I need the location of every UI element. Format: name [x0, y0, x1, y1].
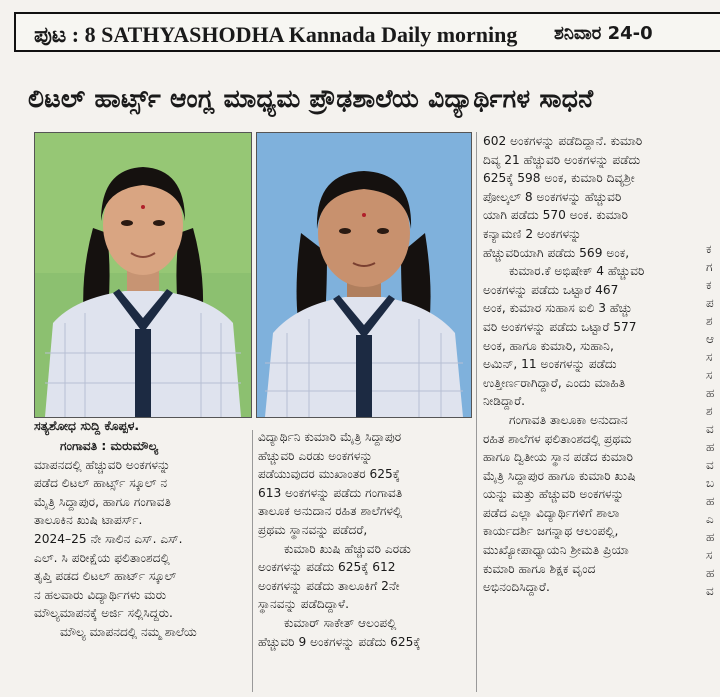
edge-glyph: ಕ [706, 242, 712, 256]
edge-glyph: ಸ [706, 548, 713, 562]
column-line: 613 ಅಂಕಗಳನ್ನು ಪಡೆದು ಗಂಗಾವತಿ [258, 485, 403, 500]
column-line: ಕಾರ್ಯದರ್ಶಿ ಜಗನ್ನಾಥ ಆಲಂಪಲ್ಲಿ, [483, 524, 619, 539]
article-column-3 [483, 132, 644, 597]
column-line: ನ ಹಲವಾರು ವಿದ್ಯಾರ್ಥಿಗಳು ಮರು [34, 587, 167, 602]
edge-glyph: ಪ [706, 296, 714, 310]
edge-glyph: ಎ [706, 512, 714, 526]
column-line: ಪಡೆಯುವುದರ ಮುಖಾಂತರ 625ಕ್ಕೆ [258, 467, 400, 482]
column-line: 602 ಅಂಕಗಳನ್ನು ಪಡೆದಿದ್ದಾನೆ. ಕುಮಾರಿ [483, 134, 643, 148]
column-line: ಗಂಗಾವತಿ : ಮರುಮೌಲ್ಯ [60, 439, 159, 453]
edge-glyph: ಹ [706, 566, 715, 580]
column-divider [252, 430, 253, 692]
column-line: ಹೆಚ್ಚುವರಿ ಎರಡು ಅಂಕಗಳನ್ನು [258, 448, 373, 463]
column-divider [476, 132, 477, 692]
edge-glyph: ಹ [706, 530, 715, 544]
article-column-1 [34, 437, 197, 642]
column-line: ಹೆಚ್ಚುವರಿ 9 ಅಂಕಗಳನ್ನು ಪಡೆದು 625ಕ್ಕೆ [258, 634, 421, 649]
edge-glyph: ಸ [706, 368, 713, 382]
column-line: ವರಿ ಅಂಕಗಳನ್ನು ಪಡೆದು ಒಟ್ಟಾರೆ 577 [483, 319, 637, 334]
edge-glyph: ಬ [706, 476, 715, 490]
column-line: ದಿವ್ಯ 21 ಹೆಚ್ಚುವರಿ ಅಂಕಗಳನ್ನು ಪಡೆದು [483, 152, 641, 167]
column-line: ತಾಲೂಕ ಅನುದಾನ ರಹಿತ ಶಾಲೆಗಳಲ್ಲಿ [258, 504, 403, 519]
paper-name: SATHYASHODHA Kannada Daily morning [101, 22, 518, 47]
column-line: ಕುಮಾರಿ ಖುಷಿ ಹೆಚ್ಚುವರಿ ಎರಡು [284, 541, 411, 556]
edge-glyph: ವ [706, 458, 714, 472]
column-line: ಪೋಲ್ಕಲ್ 8 ಅಂಕಗಳನ್ನು ಹೆಚ್ಚುವರಿ [483, 189, 622, 204]
edge-glyph: ಸ [706, 350, 713, 364]
column-line: ಕನ್ಯಾಮಣಿ 2 ಅಂಕಗಳನ್ನು [483, 226, 582, 241]
column-line: ಪ್ರಥಮ ಸ್ಥಾನವನ್ನು ಪಡೆದರೆ, [258, 522, 368, 537]
column-line: ಉತ್ತೀರ್ಣರಾಗಿದ್ದಾರೆ, ಎಂದು ಮಾಹಿತಿ [483, 375, 626, 390]
column-line: ರಹಿತ ಶಾಲೆಗಳ ಫಲಿತಾಂಶದಲ್ಲಿ ಪ್ರಥಮ [483, 431, 632, 446]
column-line: 2024–25 ನೇ ಸಾಲಿನ ಎಸ್. ಎಸ್. [34, 531, 183, 546]
edge-glyph: ವ [706, 422, 714, 436]
column-line: ಮುಖ್ಯೋಪಾಧ್ಯಾಯನಿ ಶ್ರೀಮತಿ ಪ್ರಿಯಾ [483, 543, 629, 558]
column-line: ಅಂಕ, ಹಾಗೂ ಕುಮಾರಿ, ಸುಹಾನಿ, [483, 338, 614, 353]
article-headline: ಲಿಟಲ್ ಹಾರ್ಟ್ಸ್ ಆಂಗ್ಲ ಮಾಧ್ಯಮ ಪ್ರೌಢಶಾಲೆಯ ವಿದ್ಯಾರ್ಥಿಗಳ ಸಾಧನೆ [28, 84, 594, 113]
edge-glyph: ಹ [706, 494, 715, 508]
student-photo-right [256, 132, 472, 418]
column-line: 625ಕ್ಕೆ 598 ಅಂಕ, ಕುಮಾರಿ ದಿವ್ಯಶ್ರೀ [483, 171, 635, 186]
column-line: ಯಾಗಿ ಪಡೆದು 570 ಅಂಕ. ಕುಮಾರಿ [483, 208, 629, 223]
column-line: ಕುಮಾರಿ ಹಾಗೂ ಶಿಕ್ಷಕ ವೃಂದ [483, 561, 596, 576]
column-line: ಮೈತ್ರಿ ಸಿದ್ದಾಪುರ, ಹಾಗೂ ಗಂಗಾವತಿ [34, 494, 172, 509]
column-line: ಕುಮಾರ.ಕೆ ಅಭಿಷೇಕ್ 4 ಹೆಚ್ಚುವರಿ [509, 264, 645, 279]
edge-glyph: ವ [706, 584, 714, 598]
column-line: ಕುಮಾರ್ ಸಾಕೇತ್ ಆಲಂಪಲ್ಲಿ [284, 615, 397, 630]
column-line: ಹಾಗೂ ದ್ವಿತೀಯ ಸ್ಥಾನ ಪಡೆದ ಕುಮಾರಿ [483, 450, 634, 465]
edge-glyph: ಹ [706, 440, 715, 454]
column-line: ಅಭಿನಂದಿಸಿದ್ದಾರೆ. [483, 580, 550, 595]
column-line: ನೀಡಿದ್ದಾರೆ. [483, 394, 526, 409]
column-line: ಸ್ಥಾನವನ್ನು ಪಡೆದಿದ್ದಾಳೆ. [258, 597, 349, 612]
column-line: ಪಡೆದ ಎಲ್ಲಾ ವಿದ್ಯಾರ್ಥಿಗಳಿಗೆ ಶಾಲಾ [483, 505, 620, 520]
column-line: ಮಾಪನದಲ್ಲಿ ಹೆಚ್ಚುವರಿ ಅಂಕಗಳನ್ನು [34, 457, 171, 472]
article-column-2 [258, 428, 420, 651]
header-page-and-paper [34, 22, 517, 48]
column-line: ತಾಲೂಕಿನ ಖುಷಿ ಟಾಪರ್ಸ್. [34, 513, 143, 528]
column-line: ಅಂಕಗಳನ್ನು ಪಡೆದು ಒಟ್ಟಾರೆ 467 [483, 282, 619, 297]
column-line: ಮೌಲ್ಯ ಮಾಪನದಲ್ಲಿ ನಮ್ಮ ಶಾಲೆಯ [60, 624, 197, 639]
column-line: ಯನ್ನು ಮತ್ತು ಹೆಚ್ಚುವರಿ ಅಂಕಗಳನ್ನು [483, 487, 624, 502]
column-line: ಎಲ್. ಸಿ ಪರೀಕ್ಷೆಯ ಫಲಿತಾಂಶದಲ್ಲಿ [34, 550, 170, 565]
edge-glyph: ಹ [706, 386, 715, 400]
student-photo-left [34, 132, 252, 418]
column-line: ಮೌಲ್ಯಮಾಪನಕ್ಕೆ ಅರ್ಜಿ ಸಲ್ಲಿಸಿದ್ದರು. [34, 606, 173, 621]
column-line: ತೃಪ್ತಿ ಪಡದ ಲಿಟಲ್ ಹಾರ್ಟ್ ಸ್ಕೂಲ್ [34, 569, 177, 584]
adjacent-article-fragment [706, 240, 720, 600]
edge-glyph: ಕ [706, 278, 712, 292]
column-line: ಅಂಕಗಳನ್ನು ಪಡೆದು 625ಕ್ಕೆ 612 [258, 560, 396, 575]
column-line: ಅಮಿನ್, 11 ಅಂಕಗಳನ್ನು ಪಡೆದು [483, 357, 617, 372]
column-line: ಹೆಚ್ಚುವರಿಯಾಗಿ ಪಡೆದು 569 ಅಂಕ, [483, 245, 630, 260]
column-line: ವಿದ್ಯಾರ್ಥಿನಿ ಕುಮಾರಿ ಮೈತ್ರಿ ಸಿದ್ದಾಪುರ [258, 430, 402, 444]
column-line: ಅಂಕ, ಕುಮಾರ ಸುಹಾಸ ಐಲಿ 3 ಹೆಚ್ಚು [483, 301, 633, 316]
edge-glyph: ಗ [706, 260, 713, 274]
page-number: ಪುಟ : 8 [34, 22, 96, 47]
column-line: ಪಡೆದ ಲಿಟಲ್ ಹಾರ್ಟ್ಸ್ ಸ್ಕೂಲ್ ನ [34, 476, 168, 491]
edge-glyph: ಶ [706, 404, 713, 418]
column-line: ಗಂಗಾವತಿ ತಾಲೂಕಾ ಅನುದಾನ [509, 412, 628, 427]
column-line: ಅಂಕಗಳನ್ನು ಪಡೆದು ತಾಲೂಕಿಗೆ 2ನೇ [258, 578, 400, 593]
photo-caption: ಸತ್ಯಶೋಧ ಸುದ್ದಿ ಕೊಪ್ಪಳ. [34, 418, 140, 433]
header-date: ಶನಿವಾರ 24-0 [554, 23, 653, 44]
edge-glyph: ಶ [706, 314, 713, 328]
column-line: ಮೈತ್ರಿ ಸಿದ್ದಾಪುರ ಹಾಗೂ ಕುಮಾರಿ ಖುಷಿ [483, 468, 636, 483]
edge-glyph: ಆ [706, 332, 714, 346]
page-header [14, 12, 720, 52]
